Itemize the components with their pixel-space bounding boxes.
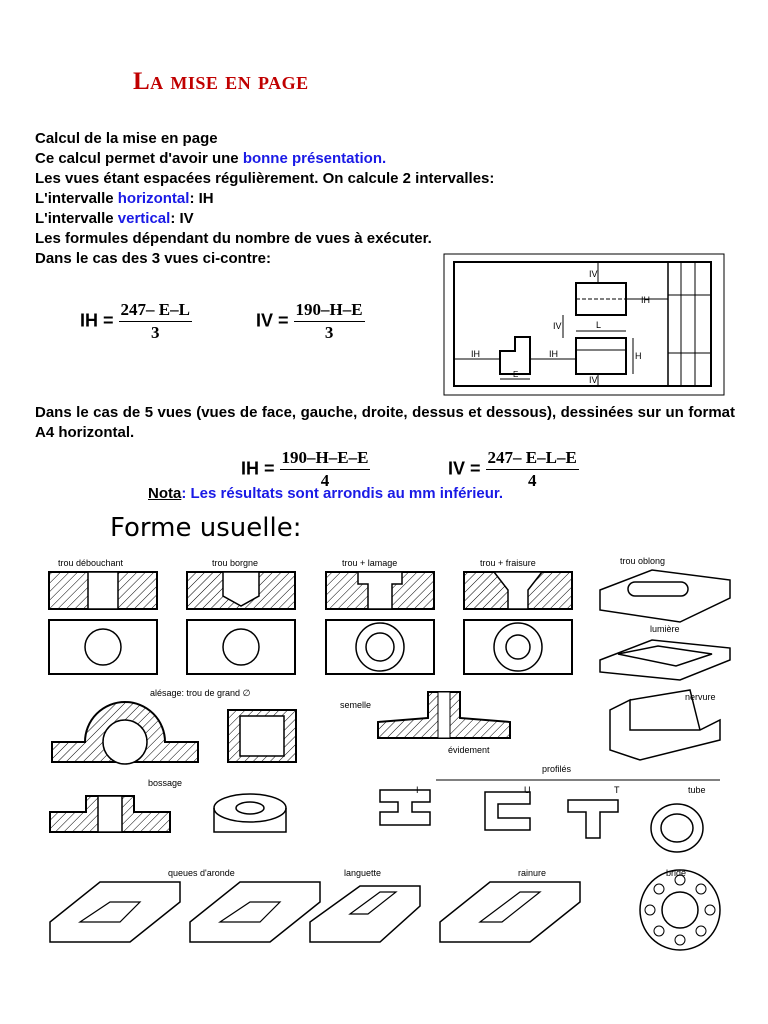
diagram-label-iv-1: IV: [589, 269, 598, 279]
bossage-figure: [50, 794, 286, 832]
text-line-3: Les vues étant espacées régulièrement. On calcule 2 intervalles:: [35, 170, 495, 187]
diagram-label-ih-2: IH: [549, 349, 558, 359]
diagram-label-e: E: [513, 370, 519, 379]
label-alesage: alésage: trou de grand ∅: [150, 688, 251, 698]
languette-figure: [310, 886, 420, 942]
section-subtitle: Forme usuelle:: [110, 513, 302, 543]
page-title: La mise en page: [133, 68, 309, 95]
usual-shapes-sheet: [40, 550, 740, 960]
diagram-label-iv-3: IV: [589, 375, 598, 385]
label-bossage: bossage: [148, 778, 183, 788]
label-languette: languette: [344, 868, 382, 878]
label-bride: bride: [666, 868, 687, 878]
formula-ih-3-views: IH = $\frac{247- E-L}{3}$: [80, 300, 190, 342]
text-line-7: Dans le cas des 3 vues ci-contre:: [35, 250, 271, 267]
label-semelle: semelle: [340, 700, 372, 710]
text-line-2: Ce calcul permet d'avoir une bonne présentation.: [35, 150, 387, 167]
label-evidement: évidement: [448, 745, 490, 755]
bride-figure: [640, 870, 720, 950]
label-lumiere: lumière: [650, 624, 680, 634]
diagram-label-iv-2: IV: [553, 321, 562, 331]
text-line-1: Calcul de la mise en page: [35, 130, 218, 147]
label-profiles: profilés: [542, 764, 572, 774]
dovetail-figure: [50, 882, 320, 942]
diagram-label-l: L: [596, 320, 602, 330]
trou-debouchant-figure: [49, 572, 157, 674]
text-line-4: L'intervalle horizontal: IH: [35, 190, 214, 207]
text-line-6: Les formules dépendant du nombre de vues à exécuter.: [35, 230, 432, 247]
formula-iv-5-views: IV = $\frac{247- E-L-E}{4}$: [448, 448, 577, 490]
diagram-label-ih-3: IH: [641, 295, 650, 305]
five-views-paragraph: Dans le cas de 5 vues (vues de face, gauche, droite, dessus et dessous), dessinées sur un format A4 horizontal.: [35, 404, 735, 441]
label-trou-borgne: trou borgne: [212, 558, 259, 568]
rainure-figure: [440, 882, 580, 942]
diagram-label-h: H: [635, 351, 642, 361]
label-queues-aronde: queues d'aronde: [168, 868, 235, 878]
formula-ih-5-views: IH = $\frac{190-H-E-E}{4}$: [241, 448, 369, 490]
semelle-figure: [378, 692, 510, 738]
profiles-figure: [380, 780, 720, 852]
nota-line: Nota: Les résultats sont arrondis au mm inférieur.: [148, 485, 504, 502]
label-trou-lamage: trou + lamage: [342, 558, 398, 568]
text-line-5: L'intervalle vertical: IV: [35, 210, 194, 227]
label-trou-oblong: trou oblong: [620, 556, 666, 566]
formula-iv-3-views: IV = $\frac{190-H-E}{3}$: [256, 300, 363, 342]
label-nervure: nervure: [685, 692, 716, 702]
layout-diagram: [443, 253, 725, 396]
diagram-label-ih-1: IH: [471, 349, 480, 359]
label-profile-i: I: [416, 785, 419, 795]
label-tube: tube: [688, 785, 706, 795]
trou-borgne-figure: [187, 572, 295, 674]
alesage-figure: [52, 702, 296, 764]
trou-lamage-figure: [326, 572, 434, 674]
label-trou-fraisure: trou + fraisure: [480, 558, 536, 568]
label-profile-u: U: [524, 785, 531, 795]
label-trou-debouchant: trou débouchant: [58, 558, 124, 568]
label-rainure: rainure: [518, 868, 547, 878]
label-profile-t: T: [614, 785, 620, 795]
trou-fraisure-figure: [464, 572, 572, 674]
